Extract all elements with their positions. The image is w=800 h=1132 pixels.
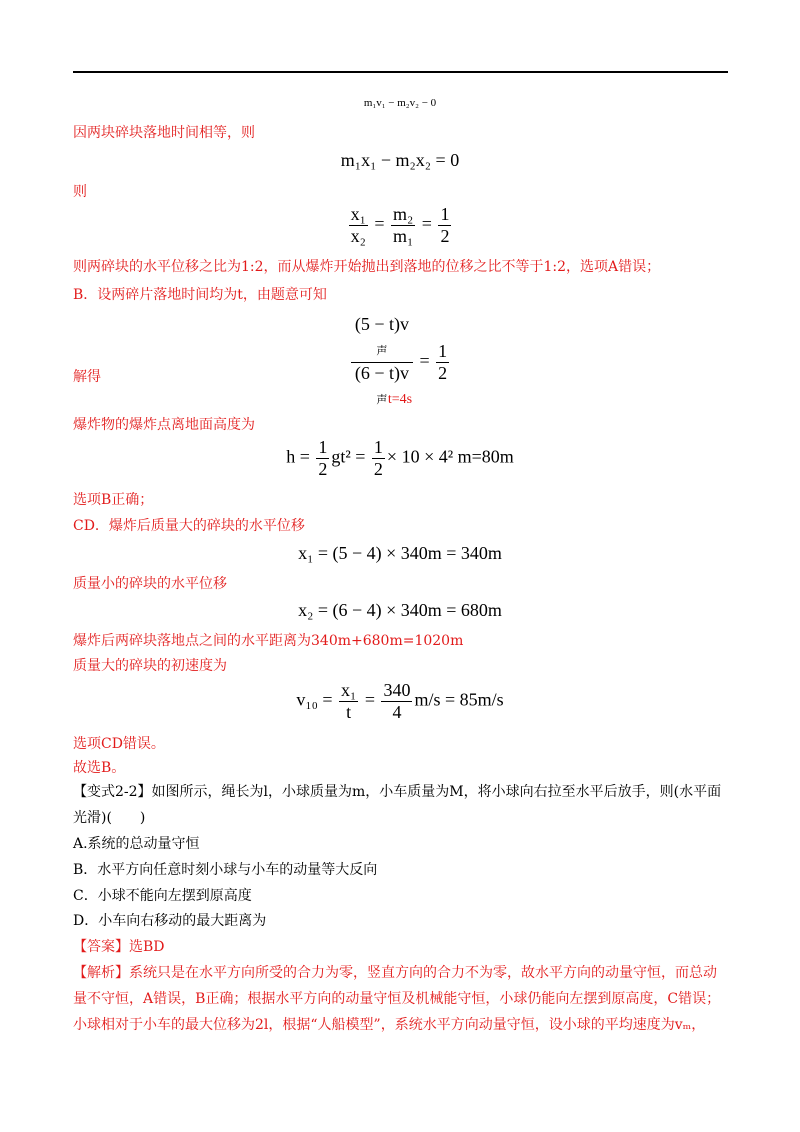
equation-ratio: $\frac{\text{x₁}}{\text{x₂}}$ = $\frac{\text{m₂}}{\text{m₁}}$ = $\frac{1}{2}$	[350, 204, 450, 246]
option-d: D．小车向右移动的最大距离为	[73, 913, 267, 929]
text-line: 故选B。	[73, 760, 126, 776]
analysis-line: 量不守恒，A错误，B正确；根据水平方向的动量守恒及机械能守恒，小球仍能向左摆到原高度，C错误；	[73, 991, 721, 1007]
equation-height: h = $\frac{1}{2}$ gt² = $\frac{1}{2}$ × 10 × 4² m=80m	[286, 437, 514, 479]
question-stem: 光滑)( )	[73, 810, 146, 826]
text-line: 则两碎块的水平位移之比为1:2，而从爆炸开始抛出到落地的位移之比不等于1:2，选项A错误；	[73, 259, 661, 275]
question-stem: 【变式2-2】如图所示，绳长为l，小球质量为m，小车质量为M，将小球向右拉至水平后放手，则(水平面	[73, 784, 722, 800]
text-line: 解得	[73, 369, 101, 385]
text-line: 质量大的碎块的初速度为	[73, 658, 227, 674]
text-line: 爆炸后两碎块落地点之间的水平距离为340m+680m=1020m	[73, 633, 464, 649]
text-line: 选项CD错误。	[73, 736, 165, 752]
text-line: 因两块碎块落地时间相等，则	[73, 125, 255, 141]
equation-time-result: t=4s	[387, 392, 413, 407]
equation-velocity: v₁₀ = $\frac{\text{x₁}}{t}$ = $\frac{340}{4}$ m/s = 85m/s	[296, 680, 504, 722]
text-line: CD．爆炸后质量大的碎块的水平位移	[73, 518, 305, 534]
equation-momentum: m₁v₁ − m₂v₂ − 0	[363, 97, 437, 109]
text-line: B．设两碎片落地时间均为t，由题意可知	[73, 287, 327, 303]
equation-x1: x₁ = (5 − 4) × 340m = 340m	[298, 543, 502, 563]
answer: 【答案】选BD	[73, 939, 165, 955]
analysis-line: 小球相对于小车的最大位移为2l，根据“人船模型”，系统水平方向动量守恒，设小球的平均速度为vₘ，	[73, 1017, 706, 1033]
header-rule	[73, 71, 728, 73]
option-c: C．小球不能向左摆到原高度	[73, 888, 252, 904]
analysis-line: 【解析】系统只是在水平方向所受的合力为零，竖直方向的合力不为零，故水平方向的动量守恒，而总动	[73, 965, 717, 981]
equation-time-ratio: (5 − t)v $_声$ (6 − t)v $_声$ = $\frac{1}{2}$	[0, 314, 800, 411]
text-line: 质量小的碎块的水平位移	[73, 576, 227, 592]
equation-x2: x₂ = (6 − 4) × 340m = 680m	[298, 600, 502, 620]
text-line: 选项B正确；	[73, 492, 154, 508]
equation-displacement: m₁x₁ − m₂x₂ = 0	[340, 150, 460, 170]
text-line: 则	[73, 184, 87, 200]
option-b: B．水平方向任意时刻小球与小车的动量等大反向	[73, 862, 378, 878]
text-line: 爆炸物的爆炸点离地面高度为	[73, 417, 255, 433]
option-a: A.系统的总动量守恒	[73, 836, 200, 852]
